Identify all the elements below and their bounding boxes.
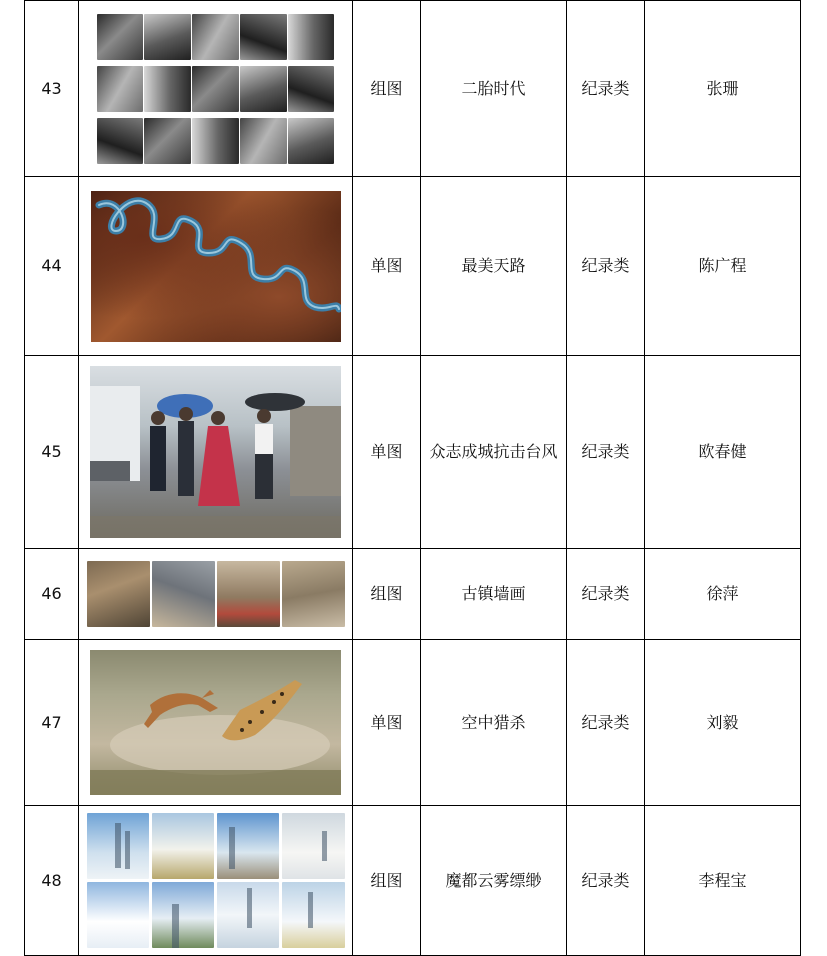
entry-category: 纪录类 — [567, 356, 645, 549]
entry-author: 李程宝 — [645, 806, 801, 956]
table-row — [25, 1, 801, 177]
table-row — [25, 356, 801, 549]
entry-title: 古镇墙画 — [421, 549, 567, 640]
entry-photo — [79, 177, 353, 356]
photo-collage-wall-paintings-icon — [87, 561, 345, 627]
entry-type: 单图 — [353, 640, 421, 806]
table-row — [25, 549, 801, 640]
entry-category: 纪录类 — [567, 549, 645, 640]
entry-number: 45 — [25, 356, 79, 549]
entry-title: 二胎时代 — [421, 1, 567, 177]
entry-photo — [79, 806, 353, 956]
entry-author: 刘毅 — [645, 640, 801, 806]
entry-category: 纪录类 — [567, 806, 645, 956]
entry-title: 最美天路 — [421, 177, 567, 356]
entry-category: 纪录类 — [567, 640, 645, 806]
table-row — [25, 806, 801, 956]
entries-table — [24, 0, 801, 956]
photo-typhoon-rescue-icon — [90, 366, 341, 538]
entry-author: 欧春健 — [645, 356, 801, 549]
photo-cheetah-hunt-icon — [90, 650, 341, 795]
entry-number: 43 — [25, 1, 79, 177]
entry-photo — [79, 549, 353, 640]
entry-type: 单图 — [353, 177, 421, 356]
entry-title: 魔都云雾缥缈 — [421, 806, 567, 956]
entry-author: 陈广程 — [645, 177, 801, 356]
entry-title: 众志成城抗击台风 — [421, 356, 567, 549]
entry-category: 纪录类 — [567, 1, 645, 177]
entry-type: 单图 — [353, 356, 421, 549]
entry-type: 组图 — [353, 1, 421, 177]
table-row — [25, 177, 801, 356]
entry-photo — [79, 356, 353, 549]
entry-type: 组图 — [353, 549, 421, 640]
table-row — [25, 640, 801, 806]
entry-photo — [79, 1, 353, 177]
photo-canyon-road-icon — [91, 191, 341, 342]
entry-author: 张珊 — [645, 1, 801, 177]
entry-number: 47 — [25, 640, 79, 806]
entry-number: 48 — [25, 806, 79, 956]
entry-type: 组图 — [353, 806, 421, 956]
entry-number: 44 — [25, 177, 79, 356]
photo-collage-bw-family-icon — [97, 14, 335, 164]
entry-photo — [79, 640, 353, 806]
entry-author: 徐萍 — [645, 549, 801, 640]
entry-category: 纪录类 — [567, 177, 645, 356]
entry-number: 46 — [25, 549, 79, 640]
photo-collage-foggy-city-icon — [87, 813, 345, 948]
entry-title: 空中猎杀 — [421, 640, 567, 806]
